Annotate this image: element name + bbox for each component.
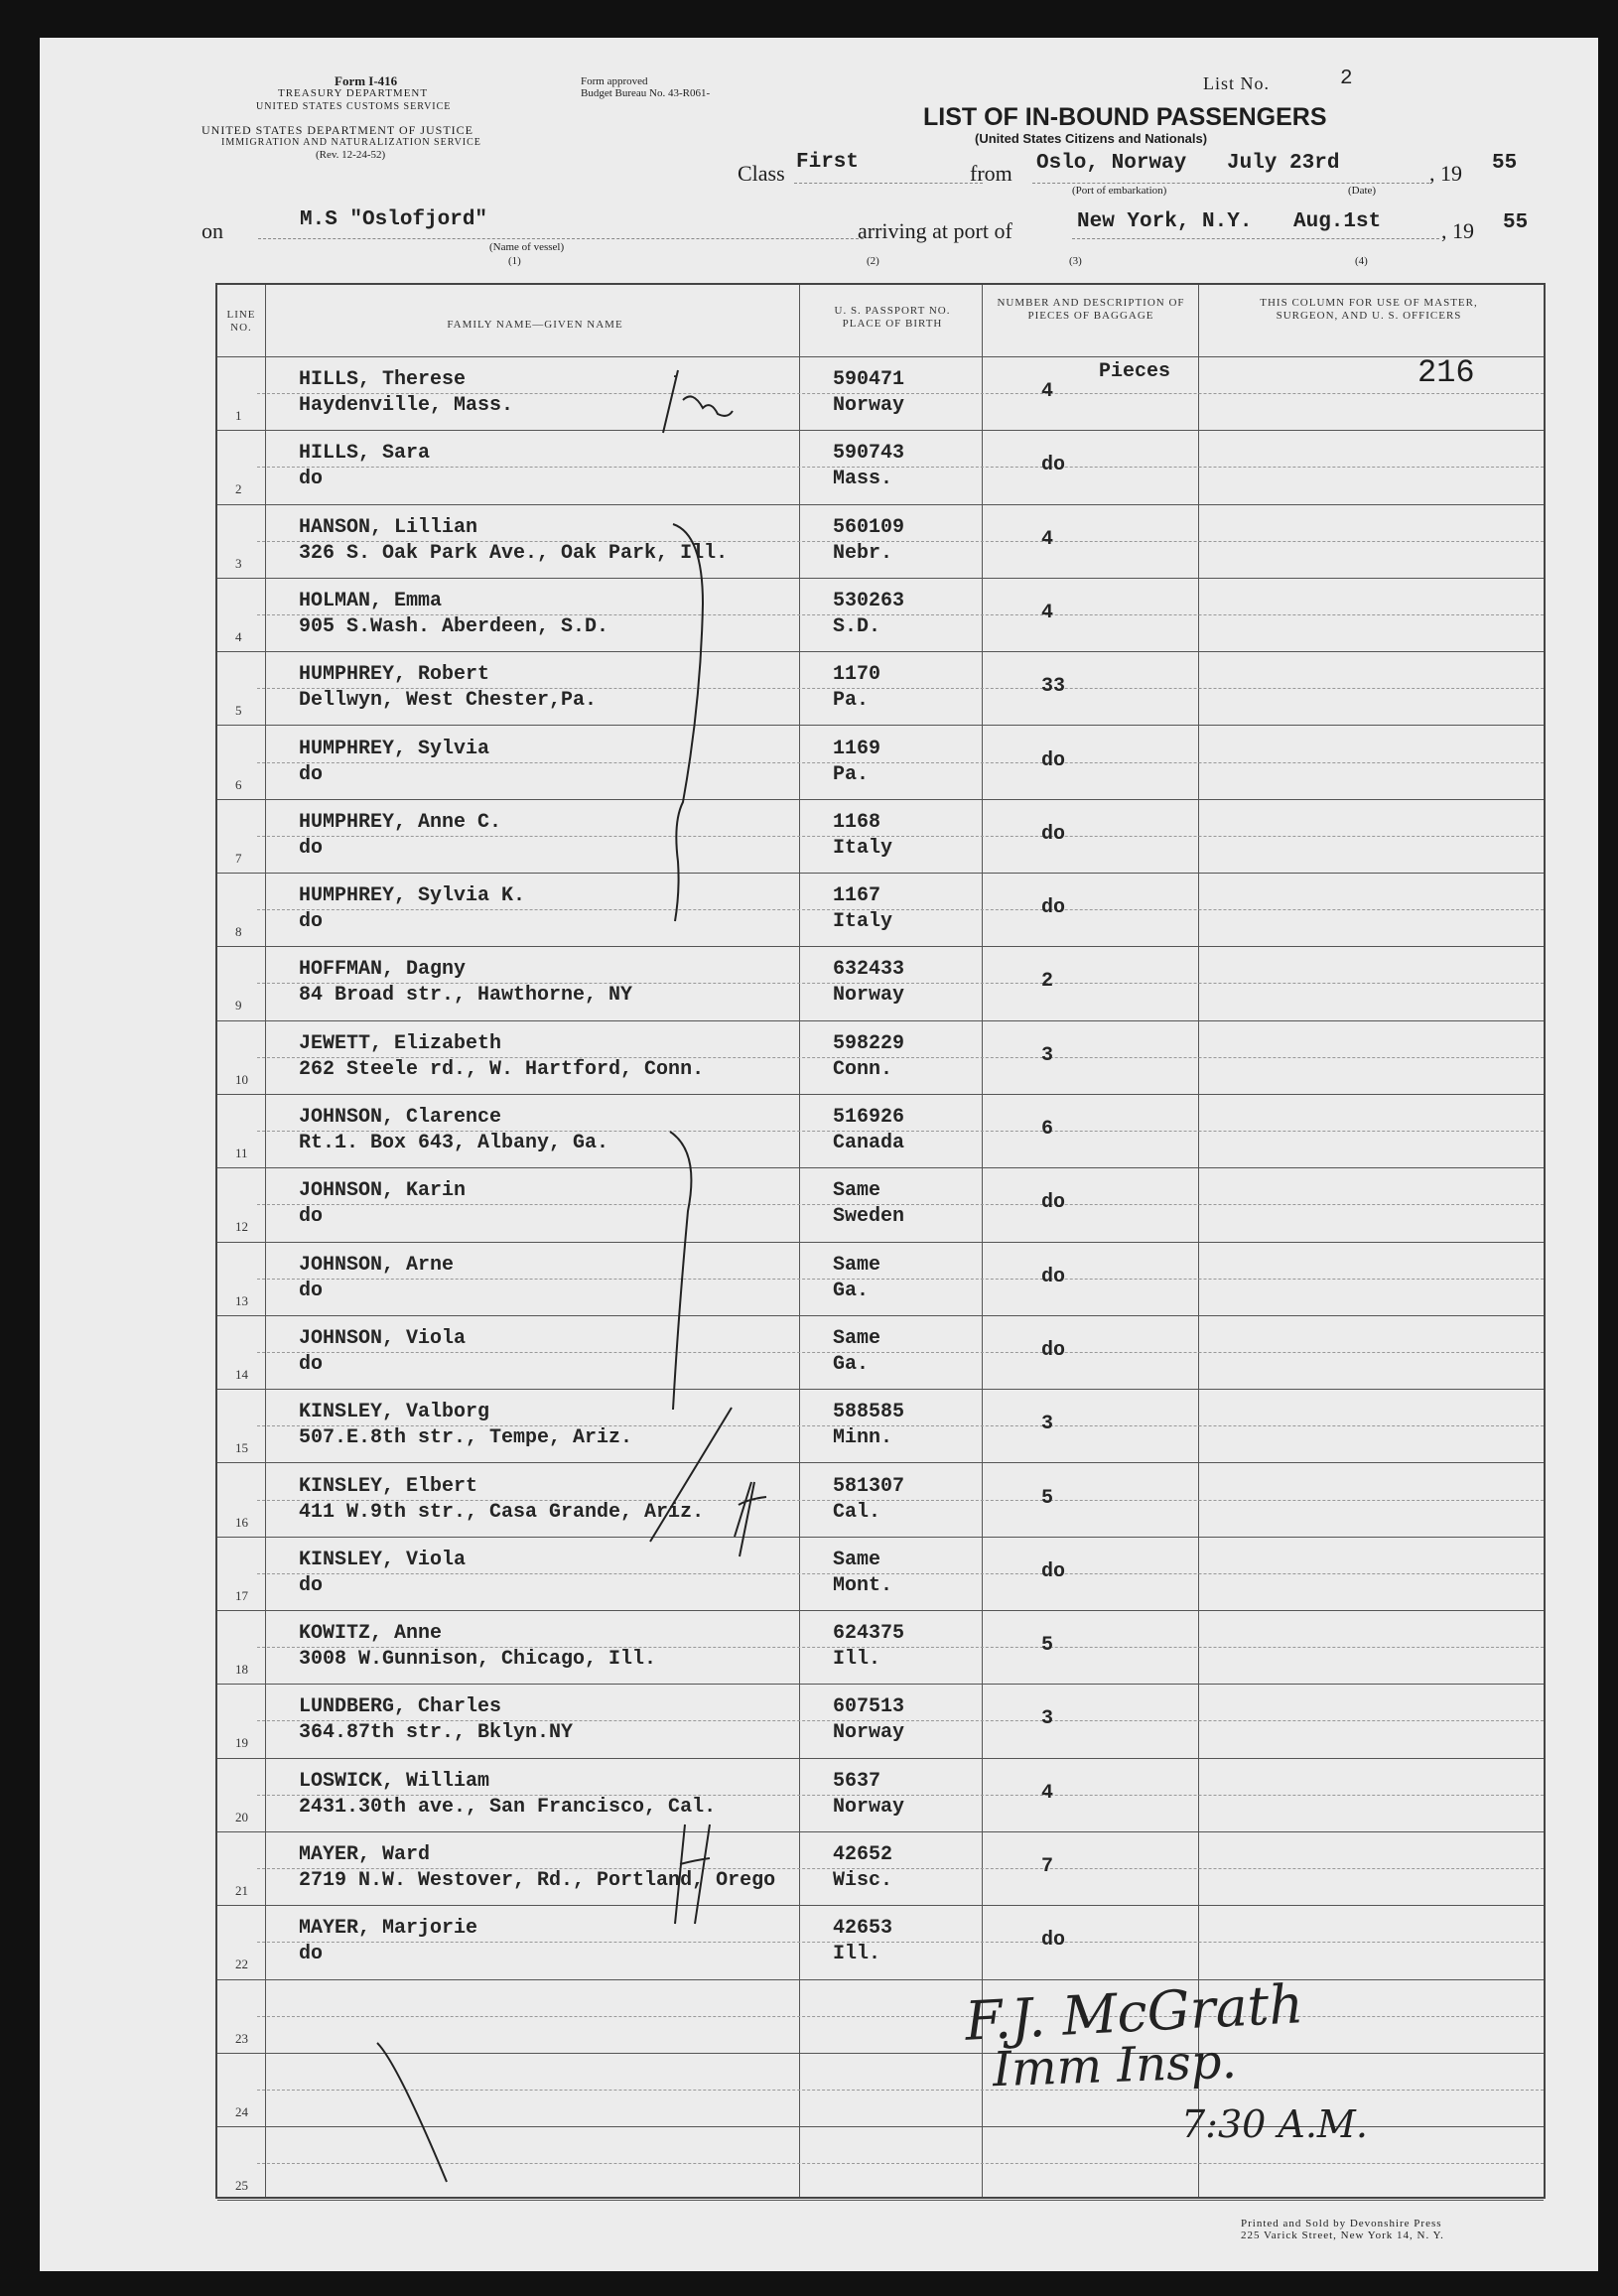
baggage-count: 3 <box>1041 1707 1054 1731</box>
manifest-page <box>40 38 1598 2271</box>
passport-number: Same <box>833 1548 881 1571</box>
date-caption: (Date) <box>1348 185 1377 197</box>
passenger-address: do <box>299 1205 324 1229</box>
line-number: 6 <box>235 776 242 792</box>
baggage-count: do <box>1041 748 1066 772</box>
baggage-count: 4 <box>1041 380 1054 403</box>
passenger-address: do <box>299 1573 324 1597</box>
dept-customs: UNITED STATES CUSTOMS SERVICE <box>256 101 452 112</box>
line-number: 23 <box>235 2030 248 2046</box>
class-value: First <box>796 151 860 174</box>
place-of-birth: Cal. <box>833 1500 881 1524</box>
place-of-birth: Norway <box>833 394 905 417</box>
baggage-count: do <box>1041 1338 1066 1362</box>
passenger-name: JOHNSON, Arne <box>299 1253 455 1277</box>
place-of-birth: Ga. <box>833 1279 870 1302</box>
place-of-birth: S.D. <box>833 614 881 638</box>
passport-number: 598229 <box>833 1031 905 1055</box>
place-of-birth: Canada <box>833 1132 905 1154</box>
passenger-address: Haydenville, Mass. <box>299 394 514 417</box>
passenger-name: LUNDBERG, Charles <box>299 1695 502 1719</box>
passport-number: 1169 <box>833 737 881 760</box>
caption-4: (4) <box>1355 255 1368 267</box>
passenger-name: HUMPHREY, Robert <box>299 663 490 687</box>
baggage-count: 2 <box>1041 970 1054 994</box>
baggage-description: Pieces <box>1099 360 1171 383</box>
place-of-birth: Norway <box>833 1795 905 1819</box>
passenger-name: HUMPHREY, Anne C. <box>299 810 502 834</box>
year-prefix-1: , 19 <box>1429 161 1462 186</box>
passport-number: 590471 <box>833 368 905 391</box>
line-number: 15 <box>235 1440 248 1456</box>
vessel-name: M.S "Oslofjord" <box>300 208 488 231</box>
passenger-name: HILLS, Sara <box>299 442 431 466</box>
passenger-name: MAYER, Ward <box>299 1843 431 1866</box>
passenger-name: JOHNSON, Clarence <box>299 1106 502 1129</box>
caption-1: (1) <box>508 255 521 267</box>
baggage-count: 4 <box>1041 1781 1054 1805</box>
passenger-name: KOWITZ, Anne <box>299 1622 443 1646</box>
passenger-address: 326 S. Oak Park Ave., Oak Park, Ill. <box>299 541 729 565</box>
line-number: 24 <box>235 2103 248 2119</box>
line-number: 2 <box>235 481 242 497</box>
baggage-count: 3 <box>1041 1413 1054 1436</box>
port-of-arrival: New York, N.Y. <box>1077 210 1253 233</box>
passenger-name: LOSWICK, William <box>299 1769 490 1793</box>
passenger-address: Rt.1. Box 643, Albany, Ga. <box>299 1132 609 1154</box>
dept-immigration: IMMIGRATION AND NATURALIZATION SERVICE <box>221 137 481 148</box>
baggage-count: do <box>1041 822 1066 846</box>
line-number: 17 <box>235 1587 248 1603</box>
line-number: 9 <box>235 998 242 1013</box>
form-number: Form I-416 <box>335 73 398 88</box>
baggage-count: do <box>1041 1191 1066 1215</box>
passport-number: 1170 <box>833 663 881 687</box>
passenger-name: HILLS, Therese <box>299 368 467 391</box>
line-number: 18 <box>235 1662 248 1678</box>
passenger-address: 3008 W.Gunnison, Chicago, Ill. <box>299 1648 657 1672</box>
page-subtitle: (United States Citizens and Nationals) <box>975 131 1208 146</box>
line-number: 12 <box>235 1219 248 1235</box>
embarkation-date: July 23rd <box>1227 152 1340 175</box>
header-line-no: LINE NO. <box>226 309 256 334</box>
passenger-address: 905 S.Wash. Aberdeen, S.D. <box>299 614 609 638</box>
passenger-address: Dellwyn, West Chester,Pa. <box>299 689 598 713</box>
passport-number: 5637 <box>833 1769 881 1793</box>
baggage-count: 33 <box>1041 675 1066 699</box>
year-prefix-2: , 19 <box>1441 218 1474 243</box>
baggage-count: do <box>1041 454 1066 477</box>
passenger-address: 364.87th str., Bklyn.NY <box>299 1721 574 1745</box>
passport-number: 590743 <box>833 442 905 466</box>
place-of-birth: Sweden <box>833 1205 905 1229</box>
passport-number: Same <box>833 1179 881 1203</box>
handwritten-marks <box>40 38 1598 2271</box>
place-of-birth: Nebr. <box>833 541 893 565</box>
port-of-embarkation: Oslo, Norway <box>1036 152 1187 175</box>
line-number: 1 <box>235 408 242 423</box>
header-baggage: NUMBER AND DESCRIPTION OF PIECES OF BAGGAGE <box>997 297 1185 322</box>
caption-2: (2) <box>867 255 879 267</box>
line-number: 7 <box>235 850 242 866</box>
passenger-name: HUMPHREY, Sylvia <box>299 737 490 760</box>
line-number: 22 <box>235 1957 248 1972</box>
line-number: 20 <box>235 1809 248 1824</box>
line-number: 11 <box>235 1146 248 1160</box>
baggage-count: 5 <box>1041 1634 1054 1658</box>
passport-number: 516926 <box>833 1106 905 1129</box>
officer-number: 216 <box>1417 354 1475 391</box>
line-number: 13 <box>235 1292 248 1308</box>
line-number: 25 <box>235 2178 248 2194</box>
passport-number: 581307 <box>833 1474 905 1498</box>
place-of-birth: Mass. <box>833 468 893 491</box>
passenger-name: JOHNSON, Viola <box>299 1326 467 1350</box>
passport-number: 560109 <box>833 515 905 539</box>
line-number: 21 <box>235 1883 248 1898</box>
passenger-name: KINSLEY, Valborg <box>299 1401 490 1424</box>
arrival-date: Aug.1st <box>1293 210 1382 233</box>
line-number: 19 <box>235 1735 248 1751</box>
line-number: 10 <box>235 1071 248 1087</box>
passenger-name: KINSLEY, Viola <box>299 1548 467 1571</box>
baggage-count: do <box>1041 1929 1066 1953</box>
header-name: FAMILY NAME—GIVEN NAME <box>447 319 623 331</box>
passenger-address: do <box>299 910 324 934</box>
baggage-count: 5 <box>1041 1486 1054 1510</box>
place-of-birth: Norway <box>833 1721 905 1745</box>
printer-line-1: Printed and Sold by Devonshire Press <box>1241 2218 1442 2229</box>
passenger-address: do <box>299 762 324 786</box>
passport-number: 42652 <box>833 1843 893 1866</box>
baggage-count: 3 <box>1041 1043 1054 1067</box>
passport-number: 624375 <box>833 1622 905 1646</box>
form-approved: Form approved <box>581 75 648 87</box>
place-of-birth: Minn. <box>833 1426 893 1450</box>
passport-number: 632433 <box>833 958 905 982</box>
list-label: List No. <box>1203 73 1271 93</box>
header-passport: U. S. PASSPORT NO. PLACE OF BIRTH <box>834 305 951 330</box>
place-of-birth: Wisc. <box>833 1869 893 1892</box>
from-label: from <box>970 161 1012 186</box>
passport-number: 607513 <box>833 1695 905 1719</box>
page-title: LIST OF IN-BOUND PASSENGERS <box>923 103 1327 131</box>
inspection-time: 7:30 A.M. <box>1181 2102 1368 2146</box>
year-2: 55 <box>1503 211 1529 234</box>
place-of-birth: Ill. <box>833 1943 881 1966</box>
passport-number: Same <box>833 1253 881 1277</box>
year-1: 55 <box>1492 152 1518 175</box>
vessel-caption: (Name of vessel) <box>489 241 565 253</box>
baggage-count: 6 <box>1041 1118 1054 1141</box>
revision-date: (Rev. 12-24-52) <box>316 149 386 161</box>
line-number: 5 <box>235 703 242 719</box>
line-number: 4 <box>235 628 242 644</box>
on-label: on <box>202 218 223 243</box>
place-of-birth: Italy <box>833 836 893 860</box>
dept-treasury: TREASURY DEPARTMENT <box>278 87 429 99</box>
passenger-name: HANSON, Lillian <box>299 515 478 539</box>
dept-justice: UNITED STATES DEPARTMENT OF JUSTICE <box>202 123 474 137</box>
passenger-name: MAYER, Marjorie <box>299 1917 478 1941</box>
baggage-count: 4 <box>1041 601 1054 624</box>
class-label: Class <box>738 161 785 186</box>
passenger-address: do <box>299 836 324 860</box>
passenger-name: HOFFMAN, Dagny <box>299 958 467 982</box>
passport-number: 588585 <box>833 1401 905 1424</box>
port-caption: (Port of embarkation) <box>1072 185 1167 197</box>
passenger-address: do <box>299 1943 324 1966</box>
baggage-count: do <box>1041 896 1066 920</box>
place-of-birth: Italy <box>833 910 893 934</box>
passenger-address: 507.E.8th str., Tempe, Ariz. <box>299 1426 633 1450</box>
passenger-address: 2431.30th ave., San Francisco, Cal. <box>299 1795 717 1819</box>
line-number: 3 <box>235 555 242 571</box>
passenger-address: do <box>299 468 324 491</box>
line-number: 16 <box>235 1514 248 1530</box>
place-of-birth: Ga. <box>833 1352 870 1376</box>
caption-3: (3) <box>1069 255 1082 267</box>
passenger-address: 262 Steele rd., W. Hartford, Conn. <box>299 1057 705 1081</box>
passenger-address: do <box>299 1279 324 1302</box>
line-number: 8 <box>235 924 242 940</box>
passenger-name: HUMPHREY, Sylvia K. <box>299 884 526 908</box>
baggage-count: do <box>1041 1559 1066 1583</box>
line-number: 14 <box>235 1366 248 1382</box>
header-officers: THIS COLUMN FOR USE OF MASTER, SURGEON, AND U. S. OFFICERS <box>1260 297 1478 322</box>
passenger-name: HOLMAN, Emma <box>299 589 443 612</box>
printer-line-2: 225 Varick Street, New York 14, N. Y. <box>1241 2229 1444 2241</box>
inspector-signature: F.J. McGrath <box>963 1972 1305 2053</box>
baggage-count: do <box>1041 1265 1066 1288</box>
place-of-birth: Pa. <box>833 689 870 713</box>
passport-number: 42653 <box>833 1917 893 1941</box>
place-of-birth: Pa. <box>833 762 870 786</box>
place-of-birth: Norway <box>833 984 905 1008</box>
place-of-birth: Ill. <box>833 1648 881 1672</box>
arriving-label: arriving at port of <box>858 218 1012 243</box>
passenger-address: 411 W.9th str., Casa Grande, Ariz. <box>299 1500 705 1524</box>
passport-number: 1167 <box>833 884 881 908</box>
place-of-birth: Mont. <box>833 1573 893 1597</box>
passport-number: 530263 <box>833 589 905 612</box>
passport-number: 1168 <box>833 810 881 834</box>
list-number: 2 <box>1340 68 1353 90</box>
passenger-address: do <box>299 1352 324 1376</box>
passenger-address: 84 Broad str., Hawthorne, NY <box>299 984 633 1008</box>
passenger-name: JOHNSON, Karin <box>299 1179 467 1203</box>
passport-number: Same <box>833 1326 881 1350</box>
inspector-title: Imm Insp. <box>992 2033 1238 2098</box>
baggage-count: 7 <box>1041 1855 1054 1878</box>
baggage-count: 4 <box>1041 527 1054 551</box>
passenger-address: 2719 N.W. Westover, Rd., Portland, Orego <box>299 1869 776 1892</box>
passenger-name: JEWETT, Elizabeth <box>299 1031 502 1055</box>
budget-bureau: Budget Bureau No. 43-R061- <box>581 87 711 99</box>
passenger-name: KINSLEY, Elbert <box>299 1474 478 1498</box>
place-of-birth: Conn. <box>833 1057 893 1081</box>
